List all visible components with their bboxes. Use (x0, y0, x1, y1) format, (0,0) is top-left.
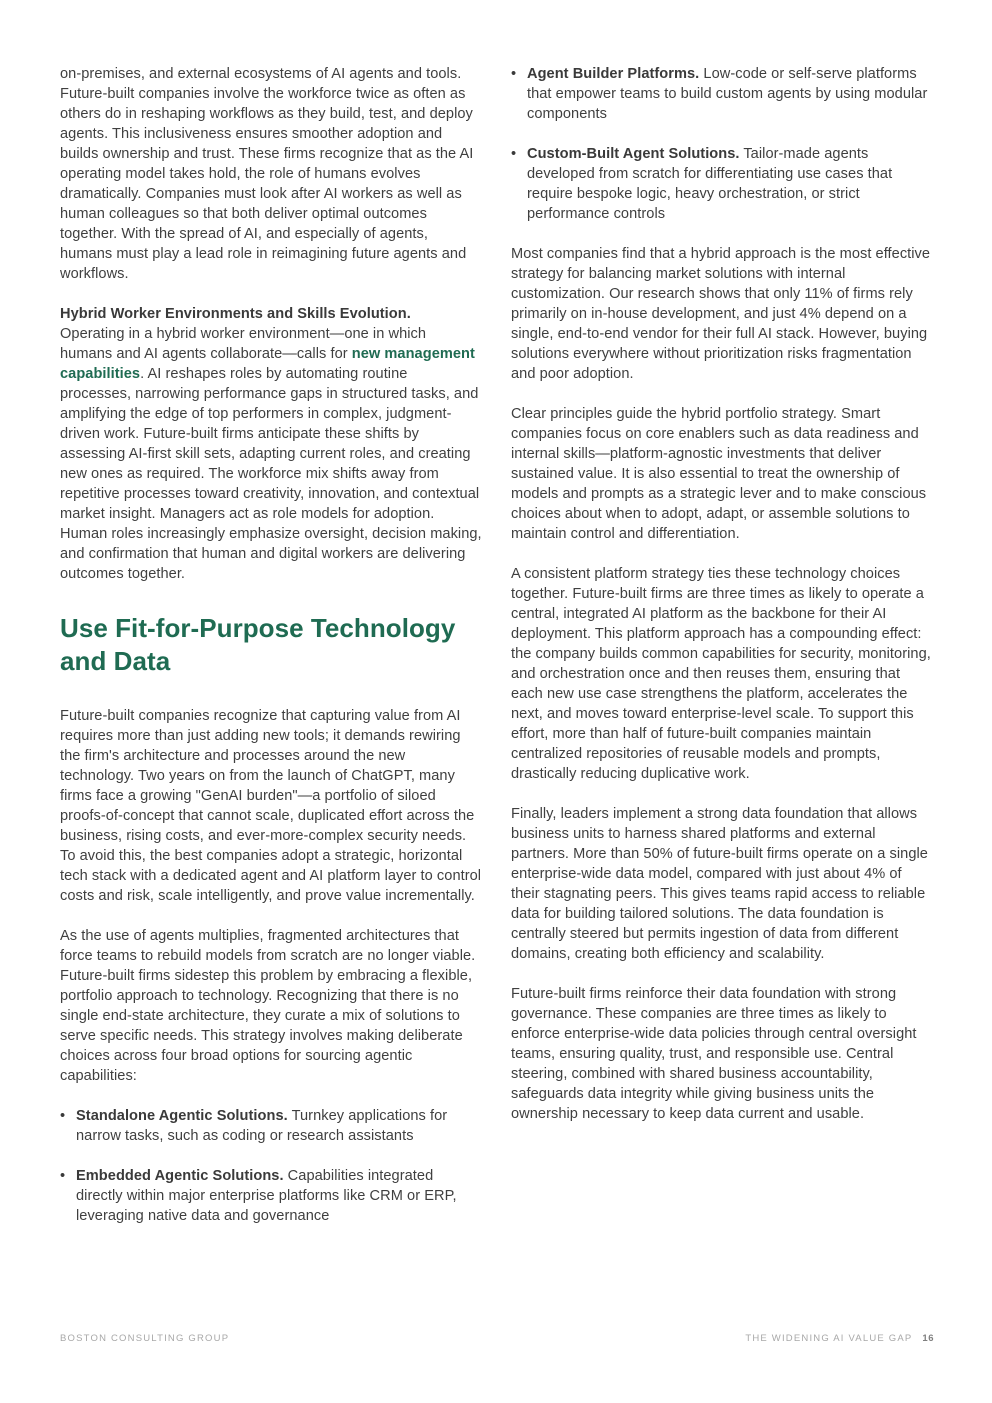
bullet-title: Custom-Built Agent Solutions. (527, 146, 740, 162)
bullet-title: Embedded Agentic Solutions. (76, 1168, 284, 1184)
list-item-embedded (60, 1166, 482, 1226)
paragraph-rewiring: Future-built companies recognize that capturing value from AI requires more than just adding new tools; it demands rewiring the firm's architecture and processes around the new technology. Two years on from the launch of ChatGPT, many firms face a growing "GenAI burden"—a portfolio of siloed proofs-of-concept that cannot scale, duplicated effort across the business, rising costs, and ever-more-complex security needs. To avoid this, the best companies adopt a strategic, horizontal tech stack with a dedicated agent and AI platform layer to control costs and risk, scale intelligently, and prove value incrementally. (60, 708, 482, 904)
list-item-custom-built (511, 144, 934, 224)
section-title: Use Fit-for-Purpose Technology and Data (60, 613, 456, 676)
paragraph-hybrid-approach: Most companies find that a hybrid approach is the most effective strategy for balancing market solutions with internal customization. Our research shows that only 11% of firms rely primarily on in-house development, and just 4% depend on a single, end-to-end vendor for their full AI stack. However, buying solutions everywhere without prioritization risks fragmentation and poor adoption. (511, 246, 931, 382)
paragraph-workforce: on-premises, and external ecosystems of AI agents and tools. Future-built companies involve the workforce twice as often as others do in reshaping workflows as they build, test, and deploy agents. This inclusiveness ensures smoother adoption and builds ownership and trust. These firms recognize that as the AI operating model takes hold, the role of humans evolves dramatically. Companies must look after AI workers as well as human colleagues so that both deliver optimal outcomes together. With the spread of AI, and especially of agents, humans must play a lead role in reimagining future agents and workflows. (60, 66, 474, 282)
page-number: 16 (922, 1333, 934, 1344)
hybrid-worker-heading: Hybrid Worker Environments and Skills Evolution. (60, 306, 411, 322)
bullet-text: Turnkey applications for narrow tasks, such as coding or research assistants (76, 1108, 448, 1144)
bullet-text: Tailor-made agents developed from scratch for differentiating use cases that require bespoke logic, heavy orchestration, or strict performance controls (527, 146, 893, 222)
hybrid-worker-text-post: . AI reshapes roles by automating routine processes, narrowing performance gaps in structured tasks, and amplifying the edge of top performers in complex, judgment-driven work. Future-built firms anticipate these shifts by assessing AI-first skill sets, adapting current roles, and creating new ones as required. The workforce mix shifts away from repetitive processes toward creativity, innovation, and contextual market insight. Managers act as role models for adoption. Human roles increasingly emphasize oversight, decision making, and confirmation that human and digital workers are delivering outcomes together. (60, 366, 482, 582)
paragraph-principles: Clear principles guide the hybrid portfolio strategy. Smart companies focus on core enablers such as data readiness and internal skills—platform-agnostic investments that deliver sustained value. It is also essential to treat the ownership of models and prompts as a strategic lever and to make conscious choices about when to adopt, adapt, or assemble solutions to maintain control and differentiation. (511, 406, 927, 542)
list-item-standalone (60, 1106, 482, 1146)
left-column (60, 64, 482, 1246)
paragraph-hybrid-worker (60, 304, 482, 584)
sourcing-options-list-left (60, 1106, 482, 1226)
bullet-title: Standalone Agentic Solutions. (76, 1108, 288, 1124)
sourcing-options-list-right (511, 64, 934, 224)
bullet-text: Low-code or self-serve platforms that empower teams to build custom agents by using modular components (527, 66, 928, 122)
paragraph-governance: Future-built firms reinforce their data foundation with strong governance. These companies are three times as likely to enforce enterprise-wide data policies through central oversight teams, ensuring quality, trust, and responsible use. Central steering, combined with shared business accountability, safeguards data integrity while giving business units the ownership necessary to keep data current and usable. (511, 986, 917, 1122)
right-column (511, 64, 934, 1144)
hybrid-worker-text-pre: Operating in a hybrid worker environment—one in which humans and AI agents collaborate—calls for (60, 326, 427, 362)
list-item-agent-builder (511, 64, 934, 124)
footer-publisher: BOSTON CONSULTING GROUP (60, 1333, 230, 1344)
footer-report-name: THE WIDENING AI VALUE GAP (745, 1333, 913, 1344)
paragraph-platform-strategy: A consistent platform strategy ties these technology choices together. Future-built firms are three times as likely to operate a central, integrated AI platform as the backbone for their AI deployment. This platform approach has a compounding effect: the company builds common capabilities for security, monitoring, and orchestration once and then reuses them, ensuring that each new use case strengthens the platform, accelerates the next, and moves toward enterprise-level scale. To support this effort, more than half of future-built companies maintain centralized repositories of reusable models and prompts, drastically reducing duplicative work. (511, 566, 931, 782)
footer-report-title (745, 1333, 934, 1344)
paragraph-portfolio: As the use of agents multiplies, fragmented architectures that force teams to rebuild models from scratch are no longer viable. Future-built firms sidestep this problem by embracing a flexible, portfolio approach to technology. Recognizing that there is no single end-state architecture, they curate a mix of solutions to serve specific needs. This strategy involves making deliberate choices across four broad options for sourcing agentic capabilities: (60, 928, 476, 1084)
bullet-text: Capabilities integrated directly within major enterprise platforms like CRM or ERP, leveraging native data and governance (76, 1168, 457, 1224)
new-management-capabilities-link[interactable]: new management capabilities (60, 346, 475, 382)
bullet-title: Agent Builder Platforms. (527, 66, 700, 82)
paragraph-data-foundation: Finally, leaders implement a strong data foundation that allows business units to harness shared platforms and external partners. More than 50% of future-built firms operate on a single enterprise-wide data model, compared with just about 4% of their stagnating peers. This gives teams rapid access to reliable data for building tailored solutions. The data foundation is centrally steered but permits ingestion of data from different domains, creating both efficiency and scalability. (511, 806, 928, 962)
